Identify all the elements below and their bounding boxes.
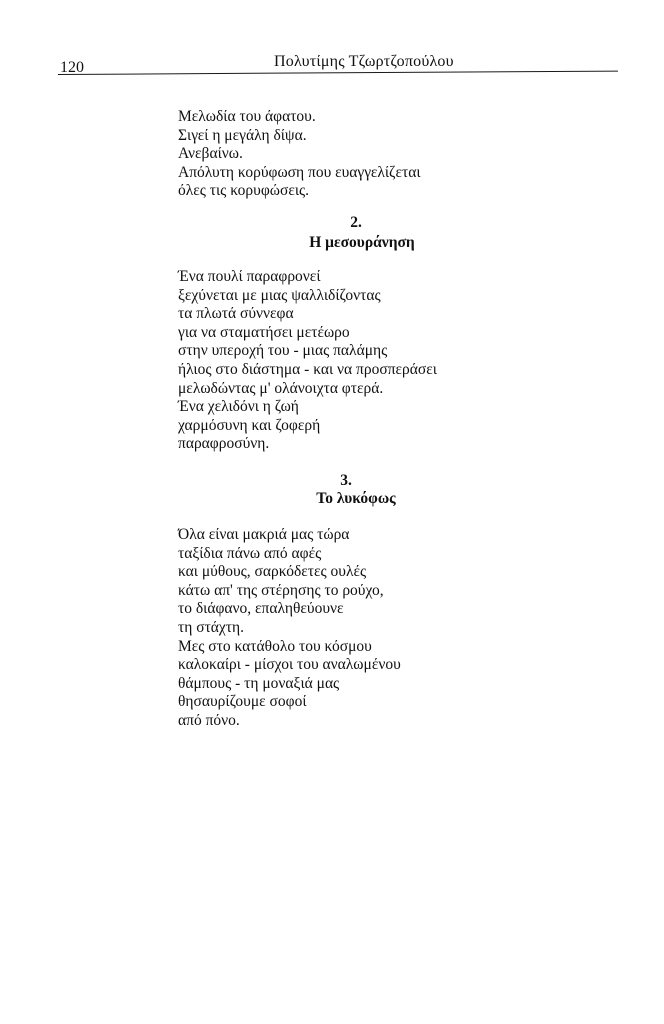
poem-line: Μελωδία του άφατου. <box>178 108 316 125</box>
poem-line: ήλιος στο διάστημα - και να προσπεράσει <box>178 360 437 378</box>
poem-line: παραφροσύνη. <box>178 435 270 453</box>
poem-line: τη στάχτη. <box>178 618 245 636</box>
section-number: 2. <box>350 214 362 231</box>
poem-line: Απόλυτη κορύφωση που ευαγγελίζεται <box>178 163 421 181</box>
poem-line: τα πλωτά σύννεφα <box>178 305 294 323</box>
poem-line: και μύθους, σαρκόδετες ουλές <box>178 563 367 581</box>
poem-line: από πόνο. <box>178 711 240 729</box>
poem-line: για να σταματήσει μετέωρο <box>178 323 350 341</box>
poem-line: ταξίδια πάνω από αφές <box>178 544 322 562</box>
running-head: Πολυτίμης Τζωρτζοπούλου <box>274 53 454 70</box>
poem-line: ξεχύνεται με μιας ψαλλιδίζοντας <box>178 286 381 304</box>
poem-section-3 <box>178 526 598 731</box>
poem-line: θησαυρίζουμε σοφοί <box>178 693 307 711</box>
poem-line: μελωδώντας μ' ολάνοιχτα φτερά. <box>178 379 384 397</box>
poem-line: χαρμόσυνη και ζοφερή <box>178 416 321 434</box>
section-number: 3. <box>340 472 352 489</box>
section-title: Το λυκόφως <box>316 490 396 507</box>
poem-line: στην υπεροχή του - μιας παλάμης <box>178 342 388 360</box>
poem-line: Ένα πουλί παραφρονεί <box>178 268 321 285</box>
poem-section-2 <box>178 268 598 454</box>
poem-line: όλες τις κορυφώσεις. <box>178 182 310 200</box>
poem-line: θάμπους - τη μοναξιά μας <box>178 674 340 692</box>
poem-line: Όλα είναι μακριά μας τώρα <box>178 526 350 543</box>
poem-line: Ανεβαίνω. <box>178 145 243 163</box>
page-number: 120 <box>60 59 84 76</box>
poem-line: καλοκαίρι - μίσχοι του αναλωμένου <box>178 656 401 674</box>
poem-section-1 <box>178 108 598 201</box>
section-title: Η μεσουράνηση <box>309 234 415 251</box>
poem-line: Σιγεί η μεγάλη δίψα. <box>178 126 307 144</box>
poem-line: Μες στο κατάθολο του κόσμου <box>178 637 372 655</box>
poem-line: κάτω απ' της στέρησης το ρούχο, <box>178 581 384 599</box>
poem-line: Ένα χελιδόνι η ζωή <box>178 398 299 416</box>
poem-line: το διάφανο, επαληθεύουνε <box>178 600 344 618</box>
